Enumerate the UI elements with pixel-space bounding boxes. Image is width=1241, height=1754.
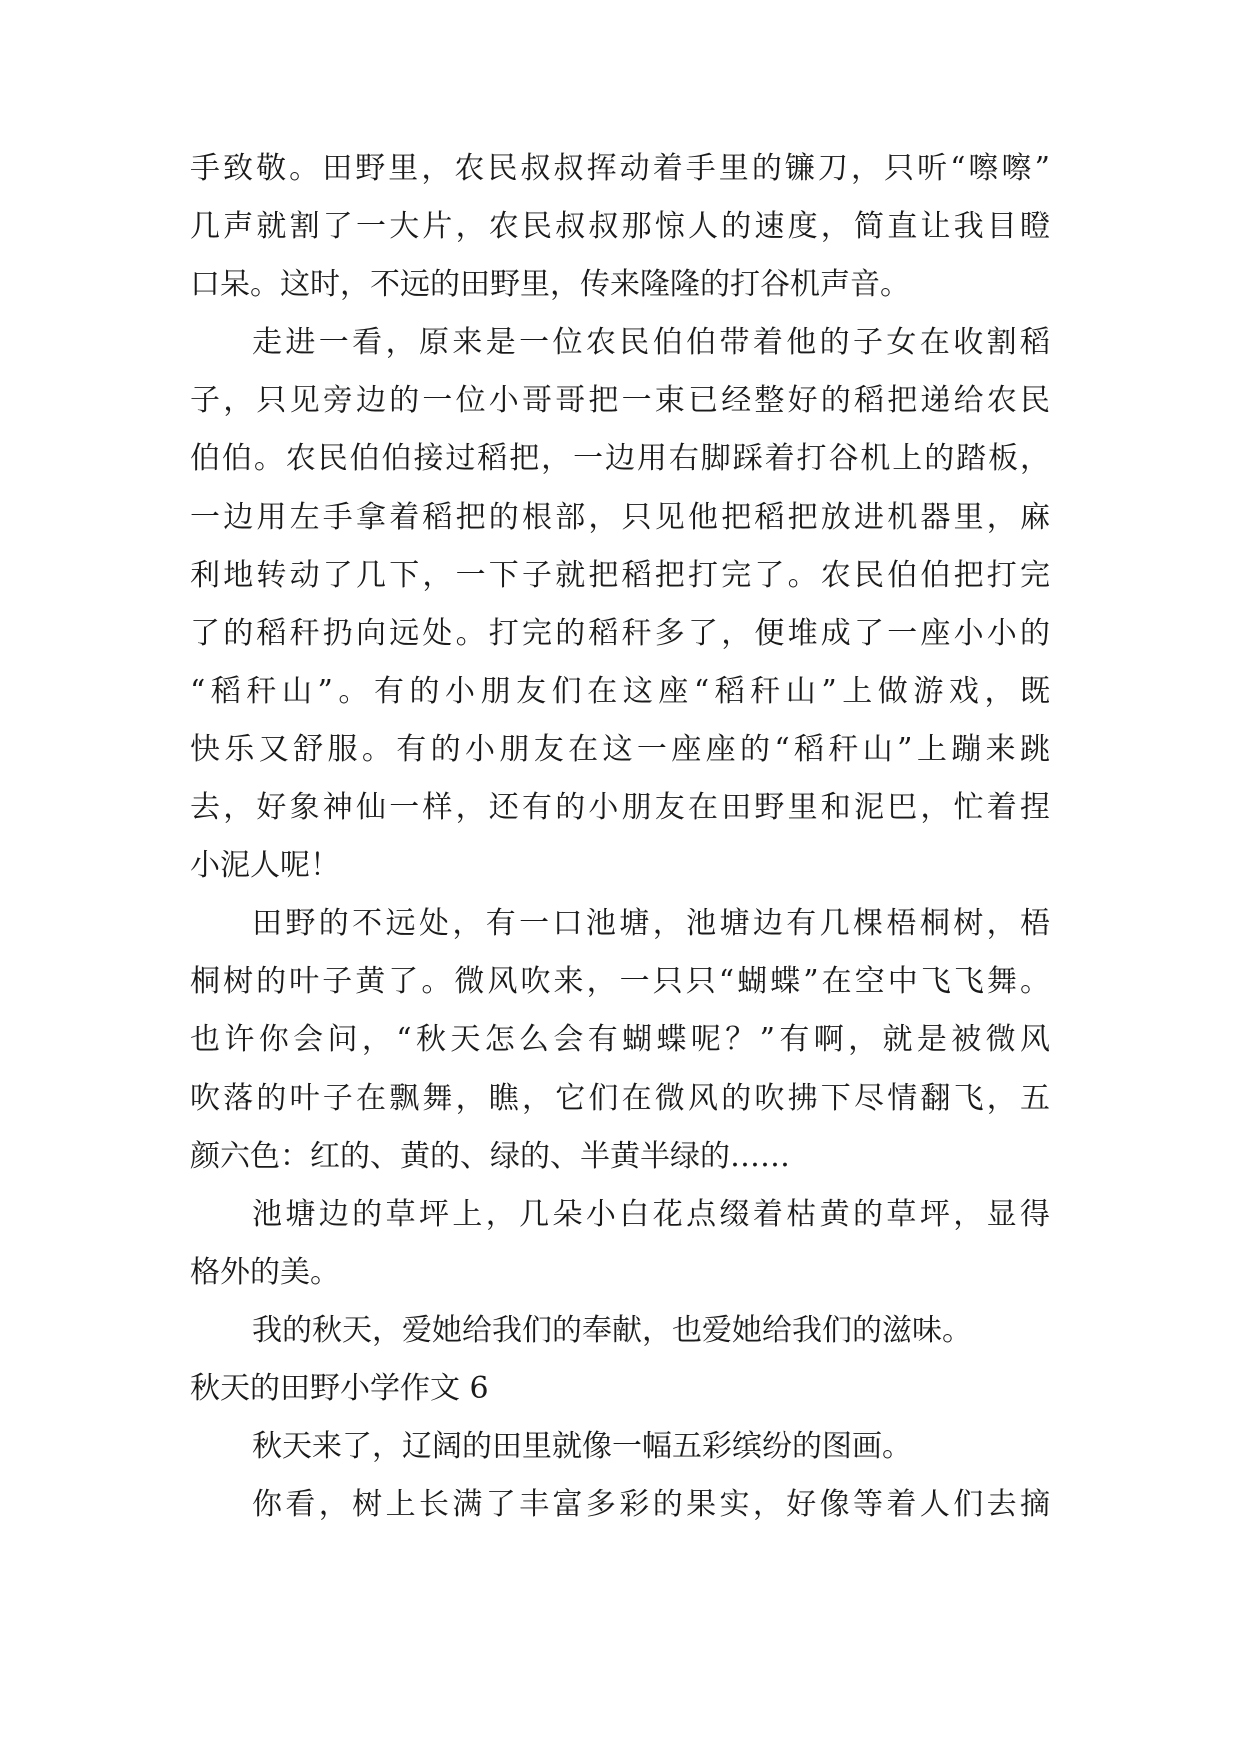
paragraph-line: 也许你会问，“秋天怎么会有蝴蝶呢？”有啊，就是被微风 [190, 1022, 1050, 1058]
paragraph-line: 池塘边的草坪上，几朵小白花点缀着枯黄的草坪，显得 [252, 1196, 1050, 1232]
paragraph-line: 几声就割了一大片，农民叔叔那惊人的速度，简直让我目瞪 [190, 209, 1050, 245]
paragraph-line: 秋天来了，辽阔的田里就像一幅五彩缤纷的图画。 [252, 1429, 912, 1465]
paragraph-line: 吹落的叶子在飘舞，瞧，它们在微风的吹拂下尽情翻飞，五 [190, 1080, 1050, 1116]
paragraph-line: 手致敬。田野里，农民叔叔挥动着手里的镰刀，只听“嚓嚓” [190, 151, 1050, 186]
paragraph-line: 口呆。这时，不远的田野里，传来隆隆的打谷机声音。 [190, 267, 910, 303]
document-page [190, 140, 1050, 1534]
section-title: 秋天的田野小学作文 6 [190, 1370, 489, 1406]
paragraph-line: 子，只见旁边的一位小哥哥把一束已经整好的稻把递给农民 [190, 383, 1050, 419]
paragraph-line: 格外的美。 [190, 1254, 340, 1290]
paragraph-line: 了的稻秆扔向远处。打完的稻秆多了，便堆成了一座小小的 [190, 615, 1050, 651]
paragraph-line: 走进一看，原来是一位农民伯伯带着他的子女在收割稻 [252, 325, 1050, 361]
paragraph-line: 快乐又舒服。有的小朋友在这一座座的“稻秆山”上蹦来跳 [190, 731, 1050, 767]
paragraph-line: 你看，树上长满了丰富多彩的果实，好像等着人们去摘 [252, 1487, 1050, 1523]
paragraph-line: 伯伯。农民伯伯接过稻把，一边用右脚踩着打谷机上的踏板， [190, 441, 1050, 477]
paragraph-line: 桐树的叶子黄了。微风吹来，一只只“蝴蝶”在空中飞飞舞。 [190, 964, 1050, 1000]
paragraph-line: “稻秆山”。有的小朋友们在这座“稻秆山”上做游戏，既 [190, 673, 1050, 709]
paragraph-line: 一边用左手拿着稻把的根部，只见他把稻把放进机器里，麻 [190, 499, 1050, 535]
paragraph-line: 田野的不远处，有一口池塘，池塘边有几棵梧桐树，梧 [252, 906, 1050, 942]
paragraph-line: 颜六色：红的、黄的、绿的、半黄半绿的…… [190, 1138, 790, 1174]
paragraph-line: 去，好象神仙一样，还有的小朋友在田野里和泥巴，忙着捏 [190, 790, 1050, 826]
paragraph-line: 利地转动了几下，一下子就把稻把打完了。农民伯伯把打完 [190, 557, 1050, 593]
paragraph-line: 我的秋天，爱她给我们的奉献，也爱她给我们的滋味。 [252, 1312, 972, 1348]
paragraph-line: 小泥人呢！ [190, 848, 340, 884]
